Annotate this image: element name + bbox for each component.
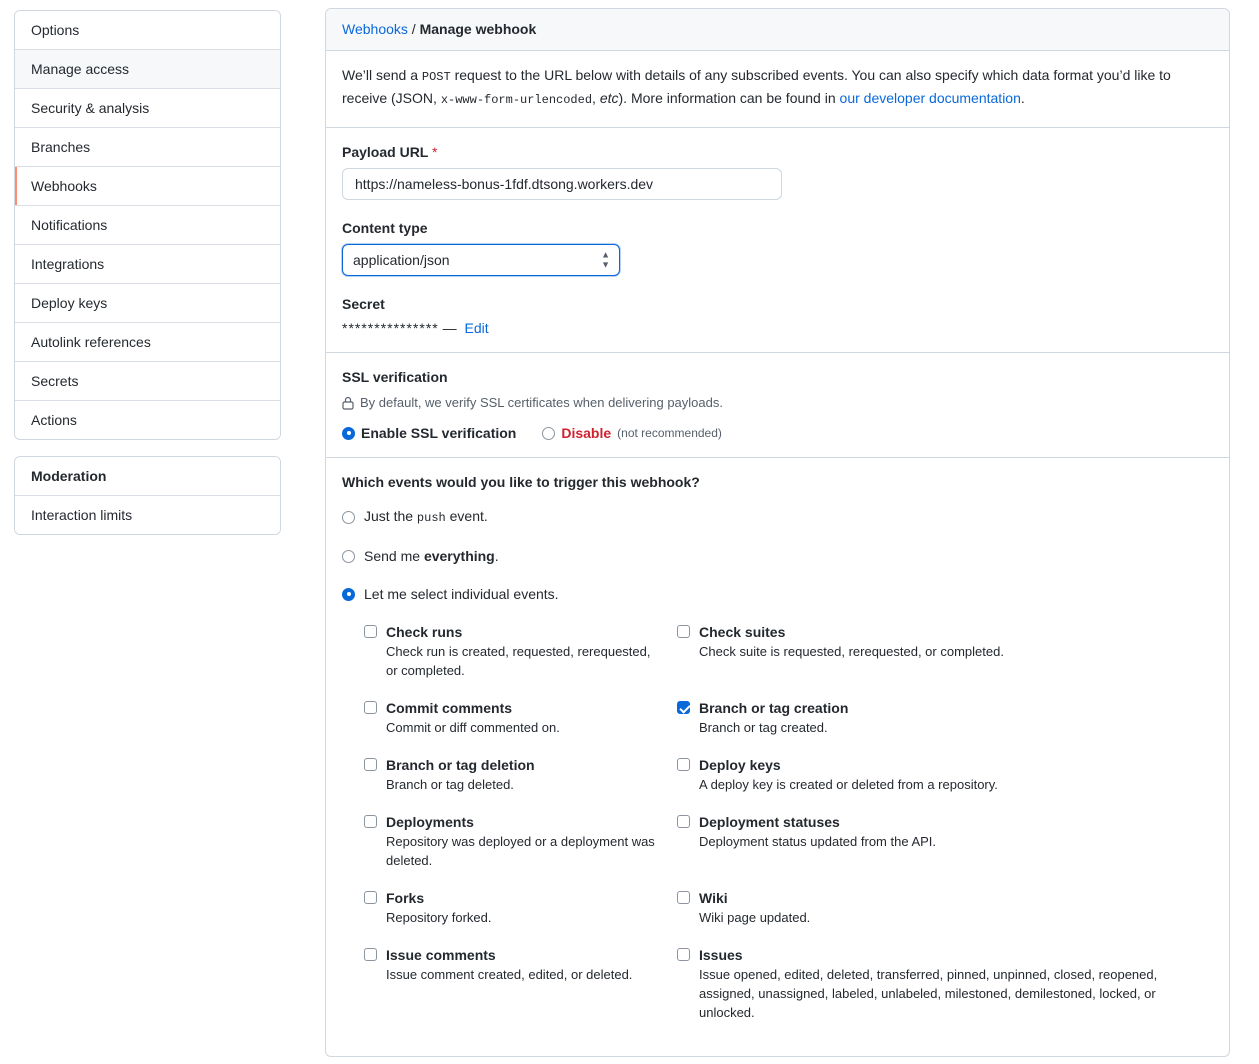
intro-paragraph — [342, 65, 1213, 111]
event-description: Deployment status updated from the API. — [699, 834, 937, 849]
event-item[interactable] — [364, 622, 677, 680]
event-choice-push-prefix: Just the — [364, 508, 417, 524]
event-text — [386, 945, 632, 1022]
event-item[interactable] — [677, 755, 1213, 794]
sidebar-item-label: Autolink references — [31, 334, 151, 350]
payload-url-label-text: Payload URL — [342, 144, 429, 160]
event-choice-everything-radio[interactable] — [342, 550, 355, 563]
event-checkbox-deploy-keys[interactable] — [677, 758, 690, 771]
event-choice-push[interactable] — [342, 506, 1213, 528]
sidebar-item-security-analysis[interactable] — [15, 89, 280, 128]
event-name: Issue comments — [386, 947, 496, 963]
event-text — [386, 698, 560, 737]
event-name: Deployment statuses — [699, 814, 840, 830]
sidebar-item-label: Security & analysis — [31, 100, 150, 116]
ssl-disable-radio[interactable] — [542, 427, 555, 440]
sidebar-item-label: Manage access — [31, 61, 130, 77]
sidebar-item-label: Notifications — [31, 217, 108, 233]
ssl-note-text: By default, we verify SSL certificates when delivering payloads. — [360, 395, 723, 410]
ssl-disable-note: (not recommended) — [617, 426, 722, 440]
ssl-enable-label: Enable SSL verification — [361, 425, 517, 441]
event-checkbox-branch-or-tag-deletion[interactable] — [364, 758, 377, 771]
sidebar-nav-moderation — [14, 456, 281, 535]
sidebar-item-label: Branches — [31, 139, 91, 155]
settings-sidebar — [0, 0, 295, 1064]
sidebar-nav-primary — [14, 10, 281, 440]
event-item[interactable] — [364, 888, 677, 927]
event-name: Wiki — [699, 890, 728, 906]
event-choice-everything[interactable] — [342, 546, 1213, 566]
event-item[interactable] — [677, 622, 1213, 680]
sidebar-item-label: Secrets — [31, 373, 79, 389]
event-name: Issues — [699, 947, 743, 963]
sidebar-item-manage-access[interactable] — [15, 50, 280, 89]
event-text — [699, 812, 936, 870]
event-name: Deployments — [386, 814, 474, 830]
sidebar-item-options[interactable] — [15, 11, 280, 50]
event-description: Branch or tag created. — [699, 720, 828, 735]
chevron-updown-icon: ▲ ▼ — [601, 249, 610, 270]
ssl-radio-group — [342, 425, 1213, 441]
event-description: Branch or tag deleted. — [386, 777, 514, 792]
event-item[interactable] — [677, 945, 1213, 1022]
event-choice-everything-bold: everything — [423, 548, 495, 564]
webhook-config-section — [326, 128, 1229, 353]
event-item[interactable] — [677, 698, 1213, 737]
intro-text-3: , — [592, 90, 600, 106]
content-type-select-wrapper — [342, 244, 620, 276]
intro-code-post: POST — [421, 70, 451, 84]
event-name: Commit comments — [386, 700, 513, 716]
sidebar-item-branches[interactable] — [15, 128, 280, 167]
event-description: A deploy key is created or deleted from a repository. — [699, 777, 998, 792]
secret-masked-value: *************** — [342, 320, 439, 336]
event-checkbox-deployments[interactable] — [364, 815, 377, 828]
ssl-verification-section — [326, 353, 1229, 458]
intro-italic-etc: etc — [599, 90, 619, 106]
content-type-label: Content type — [342, 220, 428, 236]
ssl-enable-option[interactable] — [342, 425, 516, 441]
event-choice-push-code: push — [416, 511, 446, 525]
developer-documentation-link[interactable]: our developer documentation — [839, 90, 1021, 106]
breadcrumb-webhooks-link[interactable]: Webhooks — [342, 21, 408, 37]
event-checkbox-commit-comments[interactable] — [364, 701, 377, 714]
event-choice-individual-label: Let me select individual events. — [364, 586, 559, 602]
sidebar-item-integrations[interactable] — [15, 245, 280, 284]
breadcrumb — [326, 9, 1229, 51]
event-text — [386, 812, 657, 870]
event-checkbox-issues[interactable] — [677, 948, 690, 961]
intro-section — [326, 51, 1229, 128]
sidebar-item-label: Actions — [31, 412, 77, 428]
event-choice-individual-radio[interactable] — [342, 588, 355, 601]
event-choice-everything-suffix: . — [494, 548, 499, 564]
secret-dash: — — [442, 320, 457, 336]
event-checkbox-deployment-statuses[interactable] — [677, 815, 690, 828]
sidebar-item-deploy-keys[interactable] — [15, 284, 280, 323]
event-item[interactable] — [677, 812, 1213, 870]
event-text — [386, 888, 492, 927]
payload-url-label — [342, 142, 1213, 162]
event-name: Forks — [386, 890, 425, 906]
event-text — [699, 888, 810, 927]
sidebar-item-actions[interactable] — [15, 401, 280, 439]
event-choice-push-radio[interactable] — [342, 511, 355, 524]
event-description: Commit or diff commented on. — [386, 720, 560, 735]
ssl-disable-option[interactable] — [542, 425, 722, 441]
event-text — [699, 945, 1193, 1022]
event-checkbox-forks[interactable] — [364, 891, 377, 904]
ssl-disable-label: Disable — [561, 425, 612, 441]
secret-value-row — [342, 320, 1213, 336]
event-item[interactable] — [364, 755, 677, 794]
event-description: Wiki page updated. — [699, 910, 811, 925]
event-name: Branch or tag creation — [699, 700, 849, 716]
sidebar-item-secrets[interactable] — [15, 362, 280, 401]
sidebar-item-interaction-limits[interactable] — [15, 496, 280, 534]
event-name: Branch or tag deletion — [386, 757, 535, 773]
sidebar-item-label: Deploy keys — [31, 295, 108, 311]
event-text — [699, 755, 998, 794]
ssl-enable-radio[interactable] — [342, 427, 355, 440]
sidebar-item-notifications[interactable] — [15, 206, 280, 245]
breadcrumb-separator: / — [411, 21, 416, 37]
lock-icon — [342, 396, 354, 410]
intro-code-urlencoded: x-www-form-urlencoded — [440, 93, 593, 107]
event-text — [699, 622, 1004, 680]
event-text — [386, 755, 535, 794]
event-name: Deploy keys — [699, 757, 781, 773]
intro-text-2: request to the URL below with details of any subscribed events. You can also specify which data format you’d like to receive (JSON, — [342, 67, 1171, 106]
sidebar-group-header: Moderation — [15, 457, 280, 496]
event-item[interactable] — [677, 888, 1213, 927]
intro-text-5: . — [1020, 90, 1025, 106]
sidebar-item-label: Integrations — [31, 256, 105, 272]
event-choice-everything-prefix: Send me — [364, 548, 424, 564]
event-name: Check suites — [699, 624, 786, 640]
event-description: Issue comment created, edited, or deleted. — [386, 967, 633, 982]
event-item[interactable] — [364, 812, 677, 870]
sidebar-item-label: Webhooks — [31, 178, 97, 194]
event-checkbox-wiki[interactable] — [677, 891, 690, 904]
event-choice-push-suffix: event. — [445, 508, 488, 524]
event-choice-individual[interactable] — [342, 584, 1213, 604]
event-choice-push-label — [364, 506, 488, 528]
event-name: Check runs — [386, 624, 463, 640]
event-checkbox-branch-or-tag-creation[interactable] — [677, 701, 690, 714]
content-type-select[interactable] — [342, 244, 620, 276]
event-description: Repository forked. — [386, 910, 492, 925]
event-text — [699, 698, 848, 737]
payload-url-input[interactable] — [342, 168, 782, 200]
event-checkbox-grid — [342, 622, 1213, 1040]
secret-edit-link[interactable]: Edit — [464, 320, 489, 336]
main-content — [295, 0, 1259, 1064]
intro-text-1: We’ll send a — [342, 67, 422, 83]
sidebar-item-autolink-references[interactable] — [15, 323, 280, 362]
event-checkbox-check-runs[interactable] — [364, 625, 377, 638]
events-section — [326, 458, 1229, 1056]
sidebar-item-label: Interaction limits — [31, 507, 133, 523]
event-item[interactable] — [364, 698, 677, 737]
webhook-panel — [325, 8, 1230, 1057]
event-description: Check suite is requested, rerequested, or completed. — [699, 644, 1004, 659]
breadcrumb-current: Manage webhook — [419, 21, 537, 37]
event-checkbox-issue-comments[interactable] — [364, 948, 377, 961]
events-question: Which events would you like to trigger this webhook? — [342, 474, 700, 490]
sidebar-item-webhooks[interactable] — [15, 167, 280, 206]
secret-label: Secret — [342, 296, 385, 312]
event-choice-everything-label — [364, 546, 499, 566]
payload-url-required-mark: * — [432, 144, 438, 160]
ssl-note — [342, 393, 1213, 413]
event-checkbox-check-suites[interactable] — [677, 625, 690, 638]
intro-text-4: ). More information can be found in — [618, 90, 840, 106]
event-description: Repository was deployed or a deployment was deleted. — [386, 834, 655, 868]
event-text — [386, 622, 657, 680]
event-description: Check run is created, requested, rerequested, or completed. — [386, 644, 651, 678]
event-description: Issue opened, edited, deleted, transferred, pinned, unpinned, closed, reopened, assigned, unassigned, labeled, unlabeled, milestoned, demilestoned, locked, or unlocked. — [699, 967, 1158, 1020]
sidebar-item-label: Options — [31, 22, 80, 38]
ssl-verification-label: SSL verification — [342, 369, 448, 385]
event-item[interactable] — [364, 945, 677, 1022]
